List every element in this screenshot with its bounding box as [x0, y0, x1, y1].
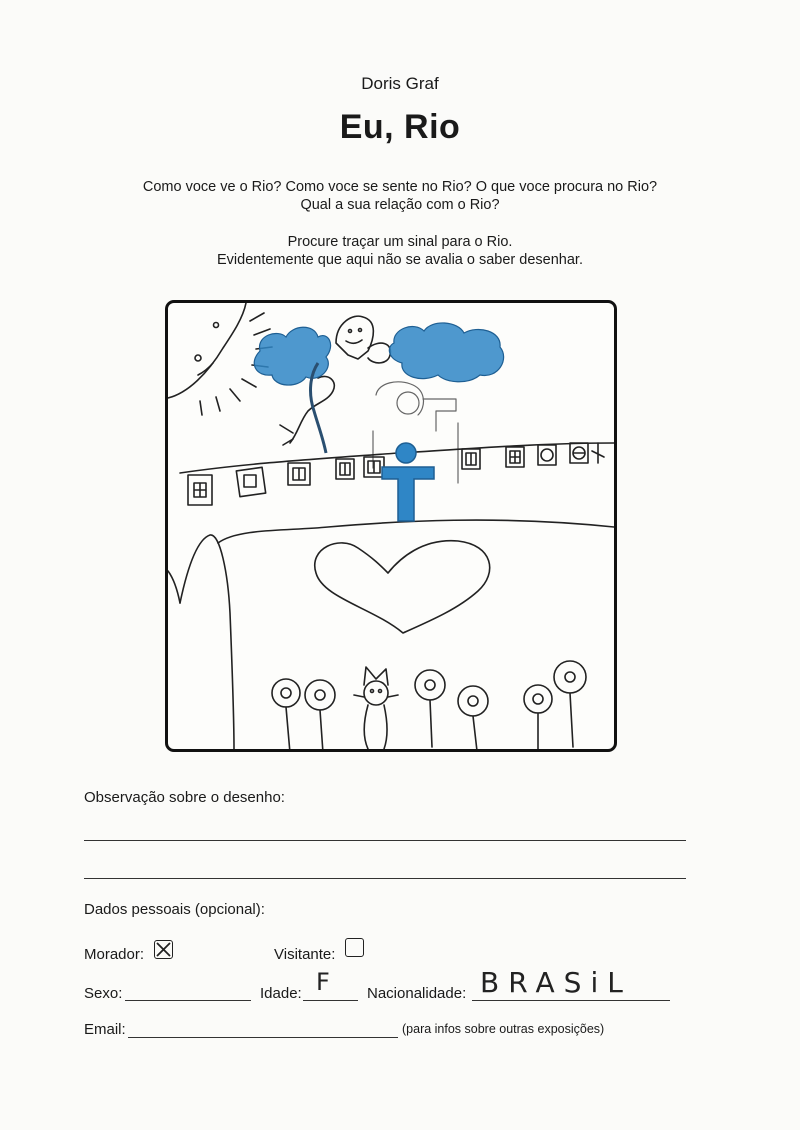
cat-drawing	[354, 667, 398, 749]
sex-label: Sexo:	[84, 985, 123, 1002]
personal-data-label: Dados pessoais (opcional):	[84, 901, 265, 918]
heart-drawing	[315, 541, 490, 633]
resident-checkbox[interactable]	[154, 940, 173, 959]
nationality-label: Nacionalidade:	[367, 985, 467, 1002]
visitor-checkbox[interactable]	[345, 938, 364, 957]
page-title: Eu, Rio	[339, 108, 461, 146]
sex-field-line[interactable]	[125, 1000, 251, 1001]
flowers-drawing	[272, 661, 586, 749]
drawing-frame	[165, 300, 617, 752]
email-note: (para infos sobre outras exposições)	[402, 1022, 605, 1036]
checkmark-x-icon	[155, 941, 172, 958]
visitor-label: Visitante:	[274, 946, 336, 963]
observation-line-1[interactable]	[84, 840, 686, 841]
child-drawing	[168, 303, 614, 749]
email-label: Email:	[84, 1021, 126, 1038]
nationality-value: BRASiL	[480, 966, 632, 999]
cloud-right	[389, 323, 503, 382]
instruction-line-1: Procure traçar um sinal para o Rio.	[287, 234, 513, 250]
mountain-drawing	[180, 535, 234, 749]
observation-label: Observação sobre o desenho:	[84, 789, 285, 806]
resident-label: Morador:	[84, 946, 145, 963]
age-field-line[interactable]	[303, 1000, 358, 1001]
author-name: Doris Graf	[361, 74, 439, 93]
cloud-left	[254, 327, 330, 385]
ghost-drawing	[336, 316, 373, 359]
questions-line-2: Qual a sua relação com o Rio?	[300, 197, 500, 213]
nationality-field-line[interactable]	[472, 1000, 670, 1001]
age-label: Idade:	[260, 985, 302, 1002]
email-field-line[interactable]	[128, 1037, 398, 1038]
instruction-line-2: Evidentemente que aqui não se avalia o saber desenhar.	[217, 252, 583, 268]
age-value: F	[316, 968, 339, 996]
observation-line-2[interactable]	[84, 878, 686, 879]
hill-line	[218, 520, 614, 543]
blue-cross-drawing	[382, 443, 434, 521]
questions-line-1: Como voce ve o Rio? Como voce se sente no Rio? O que voce procura no Rio?	[142, 179, 658, 195]
